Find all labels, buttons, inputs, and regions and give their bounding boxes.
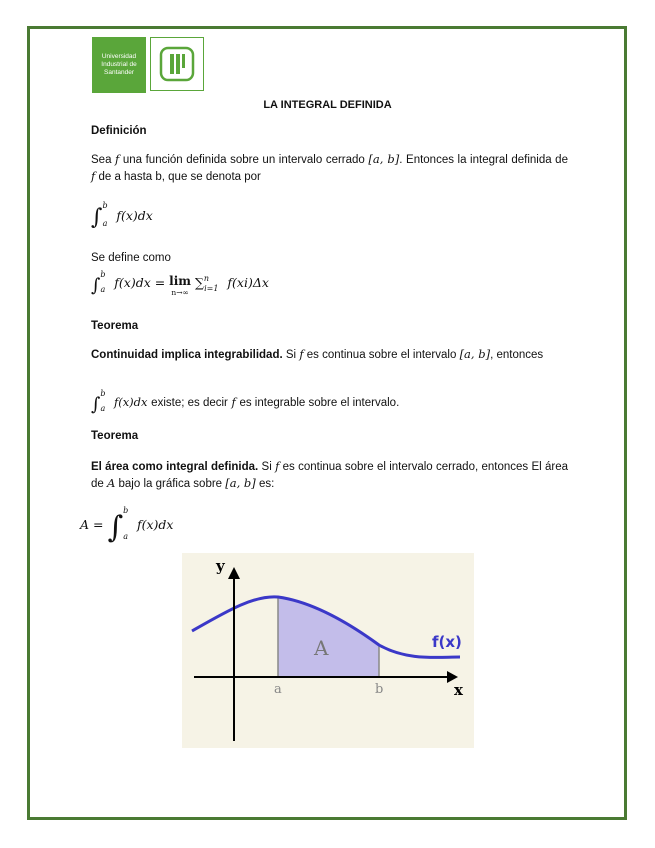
university-logo [92,37,204,93]
logo-text-block [92,37,146,93]
theorem1-heading: Teorema [91,320,139,332]
area-under-curve-figure [182,553,474,748]
uis-seal-icon [150,37,204,91]
b-tick-label: b [375,682,384,697]
riemann-sum-formula: ∫$^b_a$ f(x)dx = lim n→∞ ∑$^n_{i=1}$ f(xi)Δx [91,270,269,297]
theorem2-heading: Teorema [91,430,139,442]
theorem2-lead: El área como integral definida. [91,461,259,473]
logo-line-3: Santander [104,69,134,76]
logo-line-1: Universidad [101,53,137,60]
area-formula: A = ∫$^b_a$ f(x)dx [80,506,174,545]
theorem1-lead: Continuidad implica integrabilidad. [91,349,283,361]
y-axis-label: y [216,557,225,575]
a-tick-label: a [274,682,282,697]
logo-line-2: Industrial de [101,61,137,68]
definition-heading: Definición [91,125,147,137]
fx-label: f(x) [432,633,462,651]
theorem1-result: ∫$^b_a$ f(x)dx existe; es decir f es integrable sobre el intervalo. [91,389,400,415]
integral-notation: ∫$^b_a$ f(x)dx [91,201,153,230]
document-title: LA INTEGRAL DEFINIDA [263,99,392,111]
defined-as-text: Se define como [91,252,171,264]
theorem1-paragraph: Continuidad implica integrabilidad. Si f es continua sobre el intervalo [a, b], entonces [91,347,544,361]
definition-paragraph: Sea f una función definida sobre un intervalo cerrado [a, b]. Entonces la integral definida de f de a hasta b, que se denota por [91,152,568,183]
area-label: A [314,636,329,660]
theorem2-paragraph: El área como integral definida. Si f es continua sobre el intervalo cerrado, entonces El área de A bajo la gráfica sobre [a, b] es: [91,459,568,490]
x-axis-label: x [454,681,463,699]
